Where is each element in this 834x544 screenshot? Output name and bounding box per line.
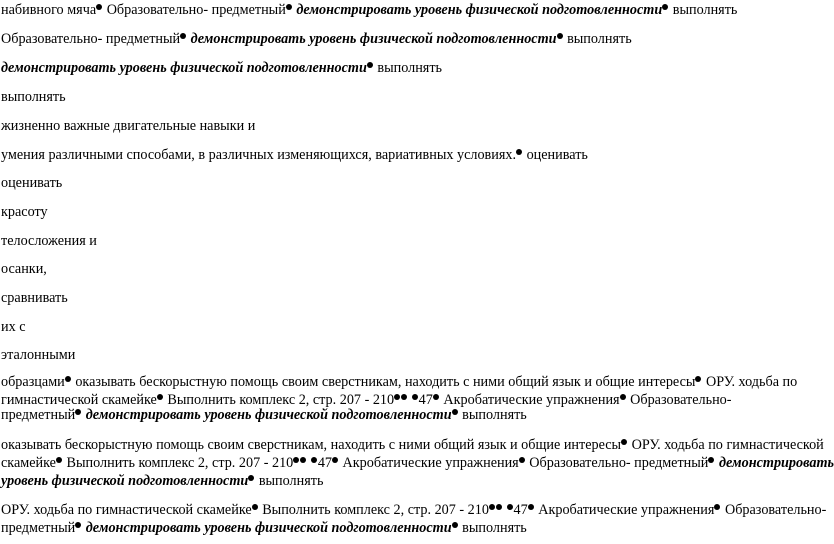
text-segment: ОРУ. ходьба по — [702, 374, 798, 390]
text-line — [1, 318, 26, 336]
bullet-dot-icon — [75, 409, 81, 415]
bullet-dot-icon — [332, 457, 338, 463]
text-segment: гимнастической скамейке — [1, 392, 157, 408]
bullet-dot-icon — [516, 149, 522, 155]
text-segment: предметный — [1, 520, 76, 536]
text-segment: ОРУ. ходьба по гимнастической — [628, 437, 824, 453]
text-line — [1, 117, 255, 135]
bullet-dot-icon — [496, 504, 502, 510]
bullet-dot-icon — [433, 394, 439, 400]
text-segment: оценивать — [523, 147, 588, 163]
text-segment: Акробатические упражнения — [339, 455, 519, 471]
text-segment: 47 — [418, 392, 433, 408]
bullet-dot-icon — [489, 504, 495, 510]
text-line — [1, 346, 75, 364]
text-segment: выполнять — [1, 89, 66, 105]
bullet-dot-icon — [528, 504, 534, 510]
bullet-dot-icon — [452, 522, 458, 528]
bullet-dot-icon — [311, 457, 317, 463]
emphasis-text: демонстрировать — [715, 455, 834, 471]
bullet-dot-icon — [252, 504, 258, 510]
emphasis-text: уровень физической подготовленности — [1, 473, 249, 489]
bullet-dot-icon — [75, 522, 81, 528]
emphasis-text: демонстрировать уровень физической подготовленности — [187, 31, 557, 47]
text-segment: Акробатические упражнения — [534, 502, 715, 518]
text-segment: Выполнить комплекс 2, стр. 207 - 210 — [62, 455, 294, 471]
text-segment: выполнять — [669, 2, 738, 18]
bullet-dot-icon — [452, 409, 458, 415]
text-segment: Образовательно- предметный — [103, 2, 286, 18]
bullet-dot-icon — [620, 394, 626, 400]
bullet-dot-icon — [65, 376, 71, 382]
text-line — [1, 30, 632, 48]
bullet-dot-icon — [293, 457, 299, 463]
text-segment: оценивать — [1, 175, 63, 191]
text-line — [1, 1, 737, 19]
emphasis-text: демонстрировать уровень физической подготовленности — [82, 520, 452, 536]
text-segment: выполнять — [373, 60, 443, 76]
text-segment: выполнять — [255, 473, 324, 489]
bullet-dot-icon — [621, 439, 627, 445]
text-segment: осанки, — [1, 261, 47, 277]
text-line — [1, 232, 97, 250]
text-segment: 47 — [317, 455, 332, 471]
text-segment: оказывать бескорыстную помощь своим сверстникам, находить с ними общий язык и общие интересы — [1, 437, 622, 453]
text-segment: выполнять — [458, 520, 527, 536]
bullet-dot-icon — [557, 33, 563, 39]
text-line — [1, 406, 527, 424]
bullet-dot-icon — [714, 504, 720, 510]
text-line — [1, 373, 797, 391]
text-segment: их с — [1, 319, 26, 335]
text-line — [1, 472, 323, 490]
bullet-dot-icon — [367, 62, 373, 68]
text-line — [1, 519, 527, 537]
text-segment: эталонными — [1, 347, 76, 363]
text-segment: оказывать бескорыстную помощь своим сверстникам, находить с ними общий язык и общие интересы — [71, 374, 696, 390]
text-segment: 47 — [513, 502, 528, 518]
text-line — [1, 260, 47, 278]
text-segment: Образовательно- — [721, 502, 827, 518]
bullet-dot-icon — [56, 457, 62, 463]
text-segment: предметный — [1, 407, 76, 423]
text-segment: жизненно важные двигательные навыки и — [1, 118, 256, 134]
text-segment: красоту — [1, 204, 48, 220]
text-line — [1, 289, 68, 307]
text-segment — [307, 455, 311, 471]
text-line — [1, 501, 826, 519]
text-line — [1, 436, 824, 454]
text-segment: Образовательно- — [626, 392, 732, 408]
bullet-dot-icon — [519, 457, 525, 463]
emphasis-text: демонстрировать уровень физической подготовленности — [292, 2, 663, 18]
bullet-dot-icon — [157, 394, 163, 400]
emphasis-text: демонстрировать уровень физической подготовленности — [1, 60, 367, 76]
bullet-dot-icon — [286, 4, 292, 10]
text-segment: выполнять — [458, 407, 527, 423]
bullet-dot-icon — [300, 457, 306, 463]
emphasis-text: демонстрировать уровень физической подготовленности — [82, 407, 452, 423]
text-line — [1, 59, 442, 77]
text-segment: сравнивать — [1, 290, 68, 306]
text-segment: скамейке — [1, 455, 56, 471]
text-line — [1, 88, 66, 106]
text-segment — [503, 502, 507, 518]
bullet-dot-icon — [96, 4, 102, 10]
bullet-dot-icon — [394, 394, 400, 400]
text-segment: Акробатические упражнения — [439, 392, 620, 408]
bullet-dot-icon — [708, 457, 714, 463]
text-segment: выполнять — [563, 31, 632, 47]
text-segment: Выполнить комплекс 2, стр. 207 - 210 — [163, 392, 395, 408]
text-line — [1, 174, 62, 192]
text-segment: умения различными способами, в различных изменяющихся, вариативных условиях. — [1, 147, 517, 163]
bullet-dot-icon — [662, 4, 668, 10]
bullet-dot-icon — [695, 376, 701, 382]
text-line — [1, 203, 48, 221]
text-segment: Образовательно- предметный — [525, 455, 709, 471]
bullet-dot-icon — [180, 33, 186, 39]
text-segment: набивного мяча — [1, 2, 97, 18]
text-segment: телосложения и — [1, 233, 97, 249]
text-line — [1, 146, 588, 164]
text-segment: ОРУ. ходьба по гимнастической скамейке — [1, 502, 252, 518]
text-segment: Выполнить комплекс 2, стр. 207 - 210 — [258, 502, 489, 518]
bullet-dot-icon — [507, 504, 513, 510]
text-segment: образцами — [1, 374, 65, 390]
bullet-dot-icon — [401, 394, 407, 400]
bullet-dot-icon — [248, 475, 254, 481]
bullet-dot-icon — [412, 394, 418, 400]
text-segment: Образовательно- предметный — [1, 31, 181, 47]
text-line — [1, 454, 834, 472]
